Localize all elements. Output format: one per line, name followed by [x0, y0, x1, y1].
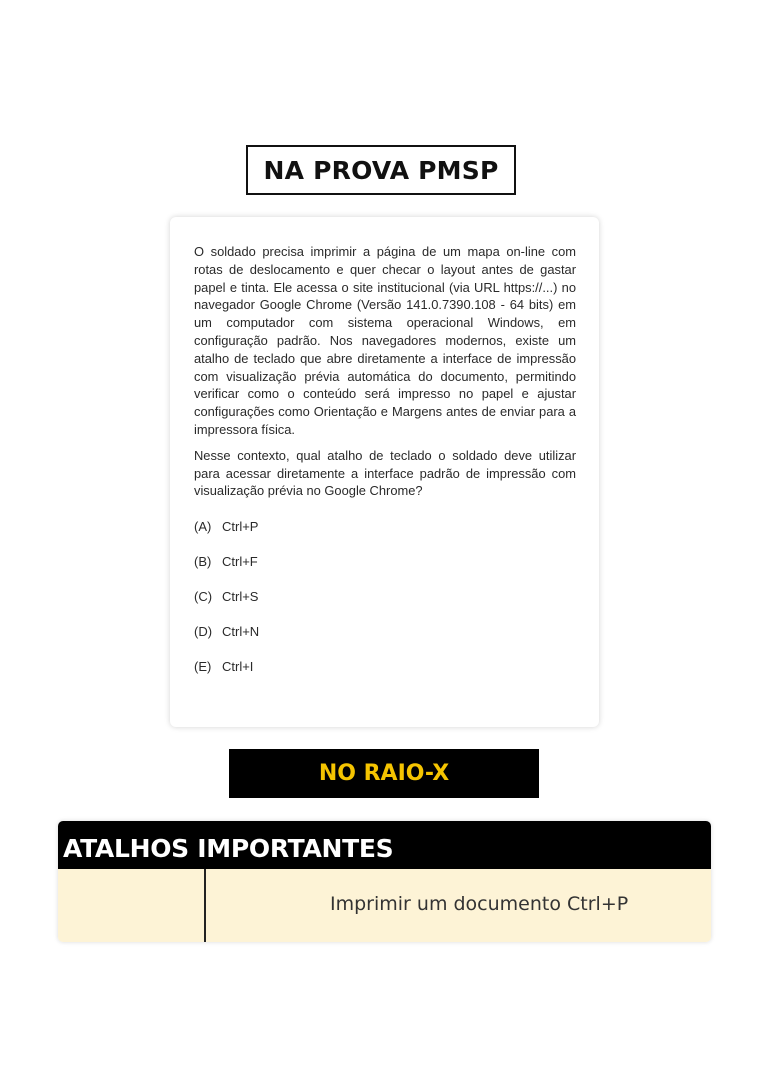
question-prompt: Nesse contexto, qual atalho de teclado o soldado deve utilizar para acessar diretamente a interface padrão de impressão com visualização prévia no Google Chrome?	[194, 447, 576, 499]
option-b	[194, 553, 576, 588]
table-header: ATALHOS IMPORTANTES	[58, 821, 711, 869]
question-paragraph: O soldado precisa imprimir a página de um mapa on-line com rotas de deslocamento e quer checar o layout antes de gastar papel e tinta. Ele acessa o site institucional (via URL https://...) no navegador Google Chrome (Versão 141.0.7390.108 - 64 bits) em um computador com sistema operacional Windows, em configuração padrão. Nos navegadores modernos, existe um atalho de teclado que abre diretamente a interface de impressão com visualização prévia automática do documento, permitindo verificar como o conteúdo será impresso no papel e ajustar configurações como Orientação e Margens antes de enviar para a impressora física.	[194, 244, 576, 437]
option-c	[194, 588, 576, 623]
option-letter: (D)	[194, 624, 213, 640]
option-letter: (A)	[194, 519, 212, 535]
option-letter: (B)	[194, 554, 212, 570]
option-letter: (E)	[194, 659, 212, 675]
option-d	[194, 623, 576, 658]
option-text: Ctrl+P	[222, 519, 259, 535]
raio-x-banner: NO RAIO-X	[229, 749, 539, 798]
option-letter: (C)	[194, 589, 213, 605]
option-text: Ctrl+F	[222, 554, 258, 570]
column-divider	[204, 869, 206, 942]
answer-options	[194, 518, 576, 693]
shortcuts-table	[58, 821, 711, 942]
option-text: Ctrl+N	[222, 624, 260, 640]
option-text: Ctrl+S	[222, 589, 259, 605]
option-e	[194, 658, 576, 693]
option-a	[194, 518, 576, 553]
page-title: NA PROVA PMSP	[246, 145, 516, 195]
question-card	[170, 217, 599, 727]
table-row	[58, 869, 711, 942]
option-text: Ctrl+I	[222, 659, 254, 675]
table-cell-shortcut: Imprimir um documento Ctrl+P	[330, 893, 629, 915]
